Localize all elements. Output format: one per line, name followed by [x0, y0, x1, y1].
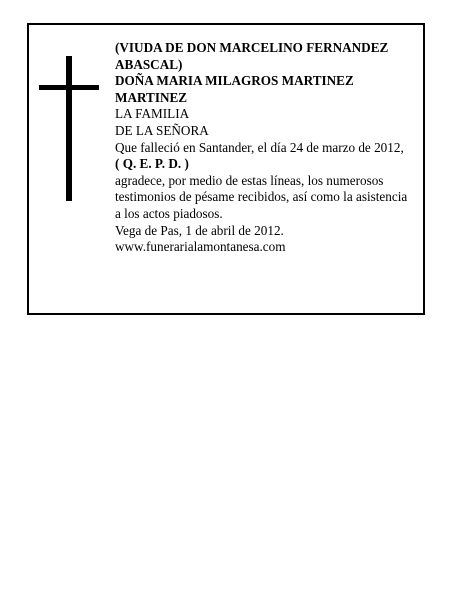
funeral-home-website: www.funerarialamontanesa.com [115, 239, 286, 255]
family-line: LA FAMILIA [115, 106, 190, 122]
cross-icon [39, 56, 99, 201]
cross-horizontal-bar [39, 85, 99, 90]
place-date-line: Vega de Pas, 1 de abril de 2012. [115, 222, 284, 238]
death-date-line: Que falleció en Santander, el día 24 de marzo de 2012, [115, 139, 404, 155]
thanks-line-1: agradece, por medio de estas líneas, los numerosos [115, 172, 384, 188]
qepd-line: ( Q. E. P. D. ) [115, 156, 189, 172]
cross-vertical-bar [66, 56, 72, 201]
obituary-notice [27, 23, 425, 315]
notice-text [115, 40, 420, 256]
of-the-lady-line: DE LA SEÑORA [115, 122, 209, 138]
widow-of-line-1: (VIUDA DE DON MARCELINO FERNANDEZ [115, 40, 389, 55]
deceased-name-line-2: MARTINEZ [115, 89, 188, 105]
widow-of-line-2: ABASCAL) [115, 56, 183, 72]
deceased-name-line-1: DOÑA MARIA MILAGROS MARTINEZ [115, 73, 354, 89]
thanks-line-2: testimonios de pésame recibidos, así como la asistencia [115, 189, 408, 205]
thanks-line-3: a los actos piadosos. [115, 205, 223, 221]
